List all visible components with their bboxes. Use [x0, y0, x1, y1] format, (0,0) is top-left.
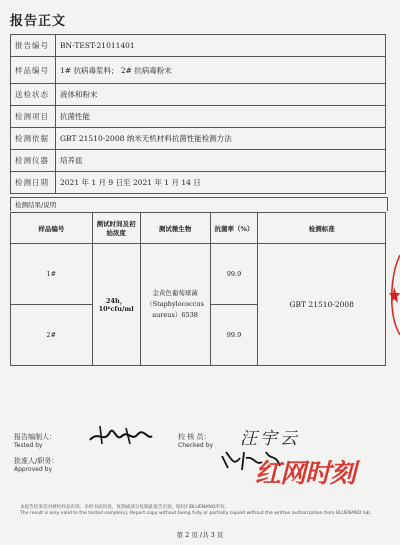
- watermark-logo: [255, 453, 355, 490]
- time-cell: [92, 244, 140, 366]
- tester-label-cn: 报告编制人：: [14, 433, 56, 441]
- checker-signature: 汪宇云: [240, 429, 300, 449]
- info-value: 抗菌性能: [56, 106, 386, 128]
- microbe-cell: 金黄色葡萄球菌（Staphylococcus aureus）6538: [140, 244, 210, 366]
- results-title: 检测结果/说明: [10, 197, 388, 211]
- time-value: 24h，: [105, 297, 127, 305]
- info-row: [11, 84, 386, 106]
- rate-cell: 99.9: [210, 305, 258, 366]
- sample-cell: 2#: [11, 305, 93, 366]
- info-value: 2021 年 1 月 9 日至 2021 年 1 月 14 日: [56, 172, 386, 194]
- checker-label-en: Checked by: [178, 442, 214, 449]
- header-standard: 检测标准: [258, 213, 386, 244]
- checker-label: [178, 432, 213, 449]
- page-number: 第 2 页 /共 3 页: [176, 531, 224, 539]
- info-label: 检测仪器: [11, 150, 56, 172]
- info-row: [11, 35, 386, 57]
- info-label: 检测依据: [11, 128, 56, 150]
- rate-cell: 99.9: [210, 244, 258, 305]
- checker-label-cn: 校 核 员：: [178, 433, 211, 441]
- conc-value: 10⁶cfu/ml: [98, 305, 134, 313]
- header-rate: 抗菌率（%）: [210, 213, 258, 244]
- footer-disclaimer: [20, 505, 380, 517]
- approver-label-cn: 批准人/职务：: [14, 457, 59, 465]
- info-value: 1# 抗病毒浆料； 2# 抗病毒粉末: [56, 57, 386, 84]
- info-value: GBT 21510-2008 纳米无机材料抗菌性能检测方法: [56, 128, 386, 150]
- info-value: 液体和粉末: [56, 84, 386, 106]
- approver-label-en: Approved by: [14, 466, 53, 473]
- table-row: [11, 244, 386, 305]
- results-table: [10, 212, 386, 366]
- info-label: 检测项目: [11, 106, 56, 128]
- report-info-table: [10, 34, 386, 194]
- info-value: BN-TEST-21011401: [56, 35, 386, 57]
- tester-signature: [86, 422, 156, 448]
- standard-cell: GBT 21510-2008: [258, 244, 386, 366]
- footer-cn: 本报告结果仅对被检样品有效，未经书面同意，复制或部分复制此报告无效。版权归BLUENANO所有。: [20, 505, 230, 510]
- info-label: 送检状态: [11, 84, 56, 106]
- sample-cell: 1#: [11, 244, 93, 305]
- info-row: [11, 57, 386, 84]
- info-label: 样品编号: [11, 57, 56, 84]
- approver-label: [14, 456, 58, 473]
- header-sample: 样品编号: [11, 213, 93, 244]
- info-row: [11, 128, 386, 150]
- watermark-text: 红网时刻: [255, 459, 356, 489]
- info-value: 培养皿: [56, 150, 386, 172]
- tester-label-en: Tested by: [14, 442, 43, 449]
- header-time: 测试时间及初始浓度: [92, 213, 140, 244]
- info-label: 检测日期: [11, 172, 56, 194]
- info-label: 报告编号: [11, 35, 56, 57]
- page-heading: 报告正文: [10, 14, 67, 29]
- info-row: [11, 150, 386, 172]
- results-header-row: [11, 213, 386, 244]
- red-seal-stamp: [386, 255, 400, 335]
- info-row: [11, 172, 386, 194]
- footer-en: The result is only valid to the tested sample(s), Report copy without being fully or partially copied without the written authorization from BLUENANO lab.: [20, 511, 372, 516]
- tester-label: [14, 432, 56, 449]
- info-row: [11, 106, 386, 128]
- header-microbe: 测试微生物: [140, 213, 210, 244]
